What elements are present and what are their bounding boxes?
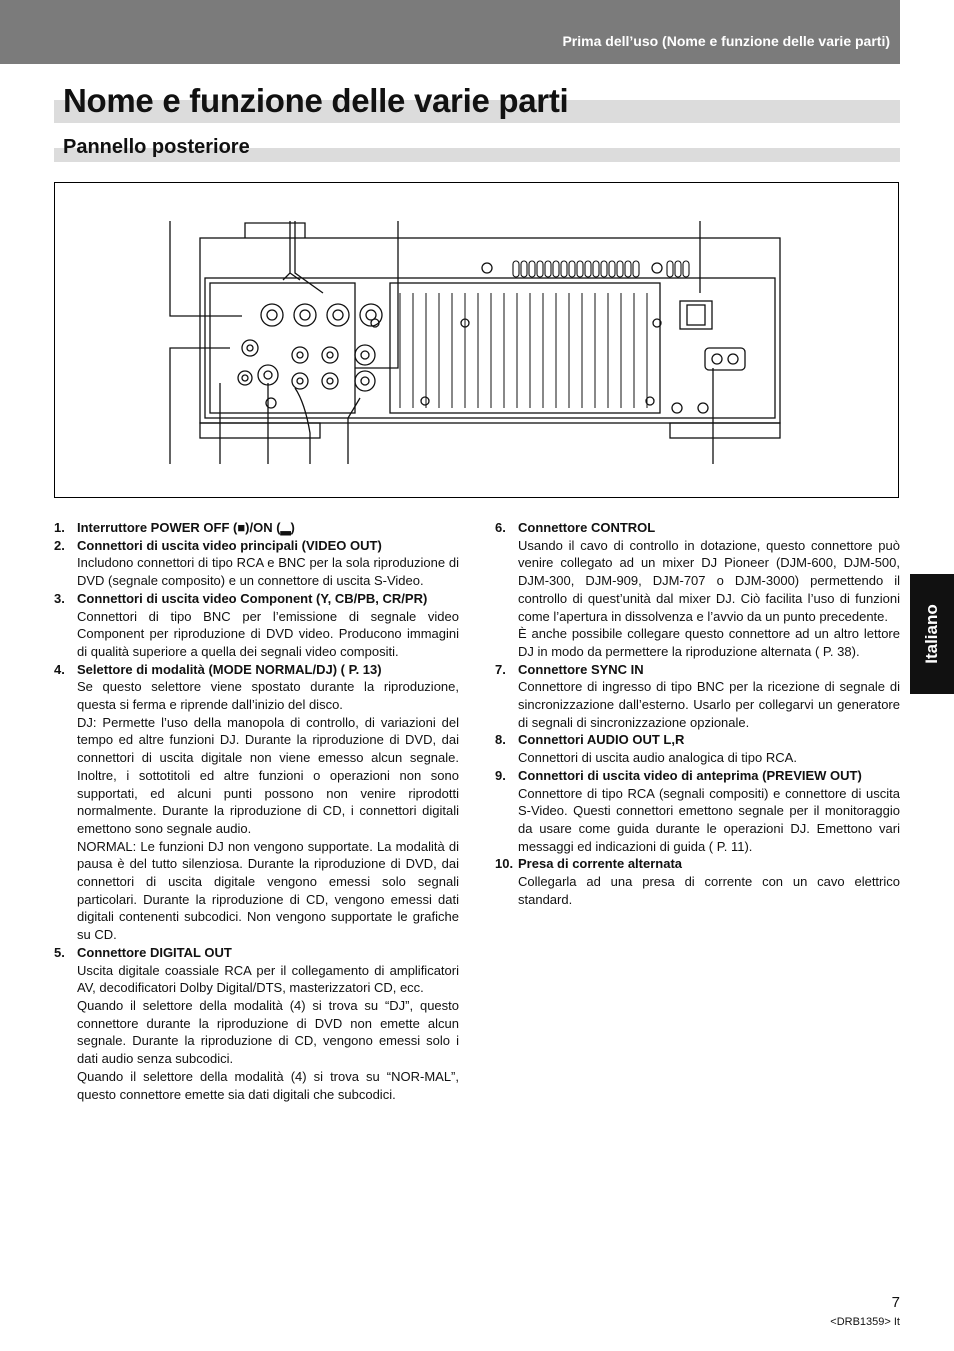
item-list-right	[495, 519, 900, 908]
rear-panel-drawing	[55, 183, 900, 499]
item-number: 7.	[495, 661, 506, 677]
item-paragraph: NORMAL: Le funzioni DJ non vengono supportate. La modalità di pausa è del tutto silenziosa. Durante la riproduzione di DVD, dai connettori di uscita digitale vengono emessi solo segnali particolari. Durante la riproduzione di CD, vengono emessi dati digitali contenenti subcodici. Non vengono supportate le grafiche su CD.	[77, 838, 459, 943]
item-paragraph: Connettore di tipo RCA (segnali compositi) e connettore di uscita S-Video. Questi connettori emettono segnale per il monitoraggio da usare come guida durante le operazioni DJ. Emettono vari messaggi ed indicazioni di guida ( P. 11).	[518, 785, 900, 854]
ac-inlet	[705, 348, 745, 370]
vent-slots	[513, 261, 689, 277]
page-number: 7	[891, 1294, 900, 1311]
item-title: Connettori AUDIO OUT L,R	[518, 732, 685, 748]
item-paragraph: Quando il selettore della modalità (4) si trova su “NOR-MAL”, questo connettore emette sia dati digitali che subcodici.	[77, 1068, 459, 1102]
item-paragraph: Connettori di tipo BNC per l’emissione di segnale video Component per riproduzione di DVD video. Producono immagini di qualità superiore a quella dei segnali video compositi.	[77, 608, 459, 659]
list-item	[495, 767, 900, 856]
item-paragraph: Usando il cavo di controllo in dotazione, questo connettore può venire collegato ad un mixer DJ Pioneer (DJM-600, DJM-500, DJM-300, DJM-909, DJM-707 o DJM-3000) permettendo il controllo di quest’unità dal mixer DJ. Ciò facilita l’uso di funzioni come l’apertura in dissolvenza e l’avvio da un punto precedente.	[518, 537, 900, 624]
list-item	[495, 519, 900, 661]
item-number: 5.	[54, 944, 65, 960]
item-paragraph: Uscita digitale coassiale RCA per il collegamento di amplificatori AV, decodificatori Dolby Digital/DTS, masterizzatori CD, ecc.	[77, 962, 459, 996]
page-title-band	[54, 82, 900, 123]
list-item	[54, 590, 459, 661]
section-title: Pannello posteriore	[63, 136, 250, 158]
item-paragraph: Includono connettori di tipo RCA e BNC per la sola riproduzione di DVD (segnale composito) e un connettore di uscita S-Video.	[77, 555, 459, 589]
item-paragraph: Connettori di uscita audio analogica di tipo RCA.	[518, 750, 797, 766]
running-title: Prima dell’uso (Nome e funzione delle varie parti)	[562, 33, 890, 49]
item-paragraph: Se questo selettore viene spostato durante la riproduzione, questa si ferma e riprende dall’inizio del disco.	[77, 679, 459, 713]
item-title: Connettore SYNC IN	[518, 661, 644, 677]
section-title-band	[54, 136, 900, 162]
header-bar	[0, 0, 900, 64]
item-paragraph: Connettore di ingresso di tipo BNC per la ricezione di segnale di sincronizzazione dall’esterno. Usarlo per collegarvi un generatore di segnali di sincronizzazione opzionale.	[518, 679, 900, 730]
item-title: Interruttore POWER OFF (■)/ON (▂)	[77, 520, 295, 535]
document-code: <DRB1359> It	[830, 1316, 900, 1328]
item-number: 3.	[54, 590, 65, 606]
item-number: 10.	[495, 856, 514, 872]
chassis-outline	[200, 238, 780, 423]
list-item	[54, 537, 459, 590]
item-number: 8.	[495, 732, 506, 748]
callout-lines	[170, 221, 713, 464]
item-title: Connettori di uscita video Component (Y, CB/PB, CR/PR)	[77, 590, 428, 606]
list-item	[54, 661, 459, 944]
bnc-connectors	[261, 304, 382, 326]
item-title: Connettori di uscita video principali (VIDEO OUT)	[77, 537, 382, 553]
item-title: Selettore di modalità (MODE NORMAL/DJ) ( P. 13)	[77, 661, 382, 677]
language-tab-label: Italiano	[922, 604, 941, 664]
item-title: Connettore CONTROL	[518, 520, 656, 535]
item-number: 9.	[495, 767, 506, 783]
item-title: Connettore DIGITAL OUT	[77, 944, 232, 960]
heatsink-fins	[400, 293, 647, 408]
screws	[266, 263, 708, 413]
item-paragraph: È anche possibile collegare questo connettore ad un altro lettore DJ in modo da permettere la riproduzione alternata ( P. 38).	[518, 626, 900, 659]
item-paragraph: DJ: Permette l’uso della manopola di controllo, di variazioni del tempo ed altre funzioni DJ. Durante la riproduzione di DVD, dai connettori di uscita digitale non viene emesso alcun segnale. Inoltre, i sottotitoli ed altre funzioni o operazioni non sono supportati, ed alcuni punti possono non venire riprodotti normalmente. Durante la riproduzione di CD, i connettori digitali emettono sono segnale audio.	[77, 714, 459, 836]
list-item	[54, 519, 459, 537]
item-title: Presa di corrente alternata	[518, 856, 683, 872]
item-number: 2.	[54, 537, 65, 553]
item-list-left	[54, 519, 459, 1103]
item-number: 6.	[495, 520, 506, 535]
list-item	[495, 855, 900, 908]
list-item	[54, 944, 459, 1103]
item-number: 4.	[54, 661, 65, 677]
language-tab	[910, 574, 954, 694]
rear-panel-figure	[54, 182, 899, 498]
page-title: Nome e funzione delle varie parti	[63, 82, 569, 119]
item-title: Connettori di uscita video di anteprima (PREVIEW OUT)	[518, 767, 862, 783]
list-item	[495, 731, 900, 766]
item-number: 1.	[54, 520, 65, 535]
item-paragraph: Quando il selettore della modalità (4) si trova su “DJ”, questo connettore durante la riproduzione di DVD non emette alcun segnale. Durante la riproduzione di CD, vengono emessi solo i dati audio senza subcodici.	[77, 997, 459, 1067]
item-paragraph: Collegarla ad una presa di corrente con un cavo elettrico standard.	[518, 874, 900, 907]
list-item	[495, 661, 900, 732]
